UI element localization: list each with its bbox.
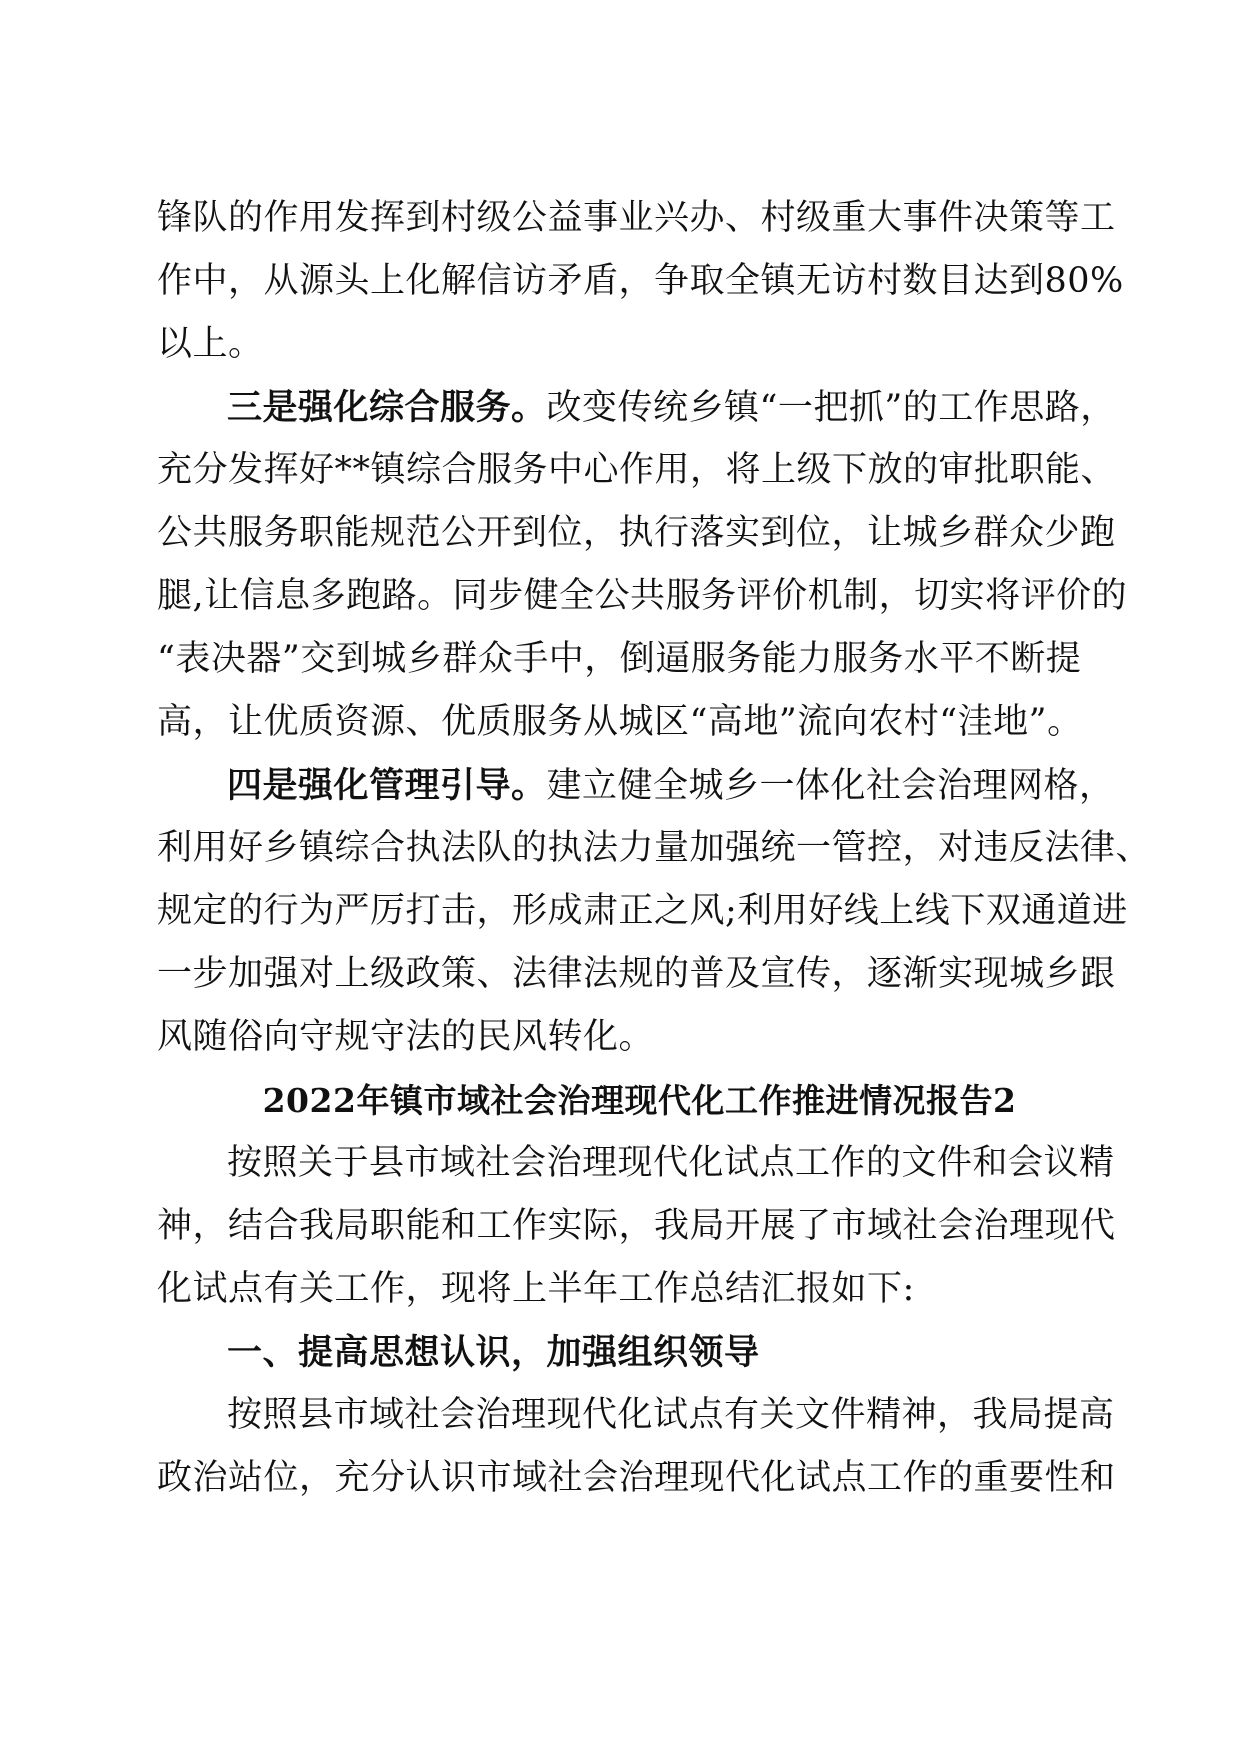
- paragraph-comprehensive-service: [157, 376, 1128, 754]
- text-line: 高，让优质资源、优质服务从城区“高地”流向农村“洼地”。: [157, 702, 1083, 742]
- text-line: 以上。: [157, 324, 264, 364]
- paragraph-continuation: [157, 187, 1124, 376]
- text-line: 一步加强对上级政策、法律法规的普及宣传，逐渐实现城乡跟: [157, 954, 1116, 994]
- text-line: 政治站位，充分认识市域社会治理现代化试点工作的重要性和: [157, 1458, 1116, 1498]
- paragraph-section1: [157, 1384, 1116, 1510]
- text-line: 按照关于县市域社会治理现代化试点工作的文件和会议精: [227, 1143, 1115, 1183]
- text-line: 风随俗向守规守法的民风转化。: [157, 1017, 655, 1057]
- text-line: “表决器”交到城乡群众手中，倒逼服务能力服务水平不断提: [157, 639, 1082, 679]
- document-page: [157, 187, 1152, 1510]
- text-line: 锋队的作用发挥到村级公益事业兴办、村级重大事件决策等工: [157, 198, 1116, 238]
- text-line: 作中，从源头上化解信访矛盾，争取全镇无访村数目达到80%: [157, 261, 1124, 301]
- paragraph-intro: [157, 1132, 1116, 1321]
- paragraph-heading: 三是强化综合服务。: [227, 387, 547, 428]
- text-line: 神，结合我局职能和工作实际，我局开展了市域社会治理现代: [157, 1206, 1116, 1246]
- text-line: 利用好乡镇综合执法队的执法力量加强统一管控，对违反法律、: [157, 828, 1152, 868]
- text-line: 公共服务职能规范公开到位，执行落实到位，让城乡群众少跑: [157, 513, 1116, 553]
- text-line: 规定的行为严厉打击，形成肃正之风;利用好线上线下双通道进: [157, 891, 1128, 931]
- paragraph-management-guidance: [157, 754, 1152, 1069]
- report-title: 2022年镇市域社会治理现代化工作推进情况报告2: [262, 1081, 1017, 1120]
- text-line: 按照县市域社会治理现代化试点有关文件精神，我局提高: [227, 1395, 1115, 1435]
- paragraph-heading: 四是强化管理引导。: [227, 765, 547, 806]
- text-line: 充分发挥好**镇综合服务中心作用，将上级下放的审批职能、: [157, 450, 1117, 490]
- text-run: 建立健全城乡一体化社会治理网格，: [546, 766, 1115, 806]
- section-heading: 一、提高思想认识，加强组织领导: [227, 1332, 760, 1373]
- text-line: [157, 754, 1115, 817]
- text-line: [157, 376, 1116, 439]
- text-line: 腿,让信息多跑路。同步健全公共服务评价机制，切实将评价的: [157, 576, 1128, 616]
- text-run: 改变传统乡镇“一把抓”的工作思路，: [546, 388, 1116, 428]
- text-line: 化试点有关工作，现将上半年工作总结汇报如下:: [157, 1269, 915, 1309]
